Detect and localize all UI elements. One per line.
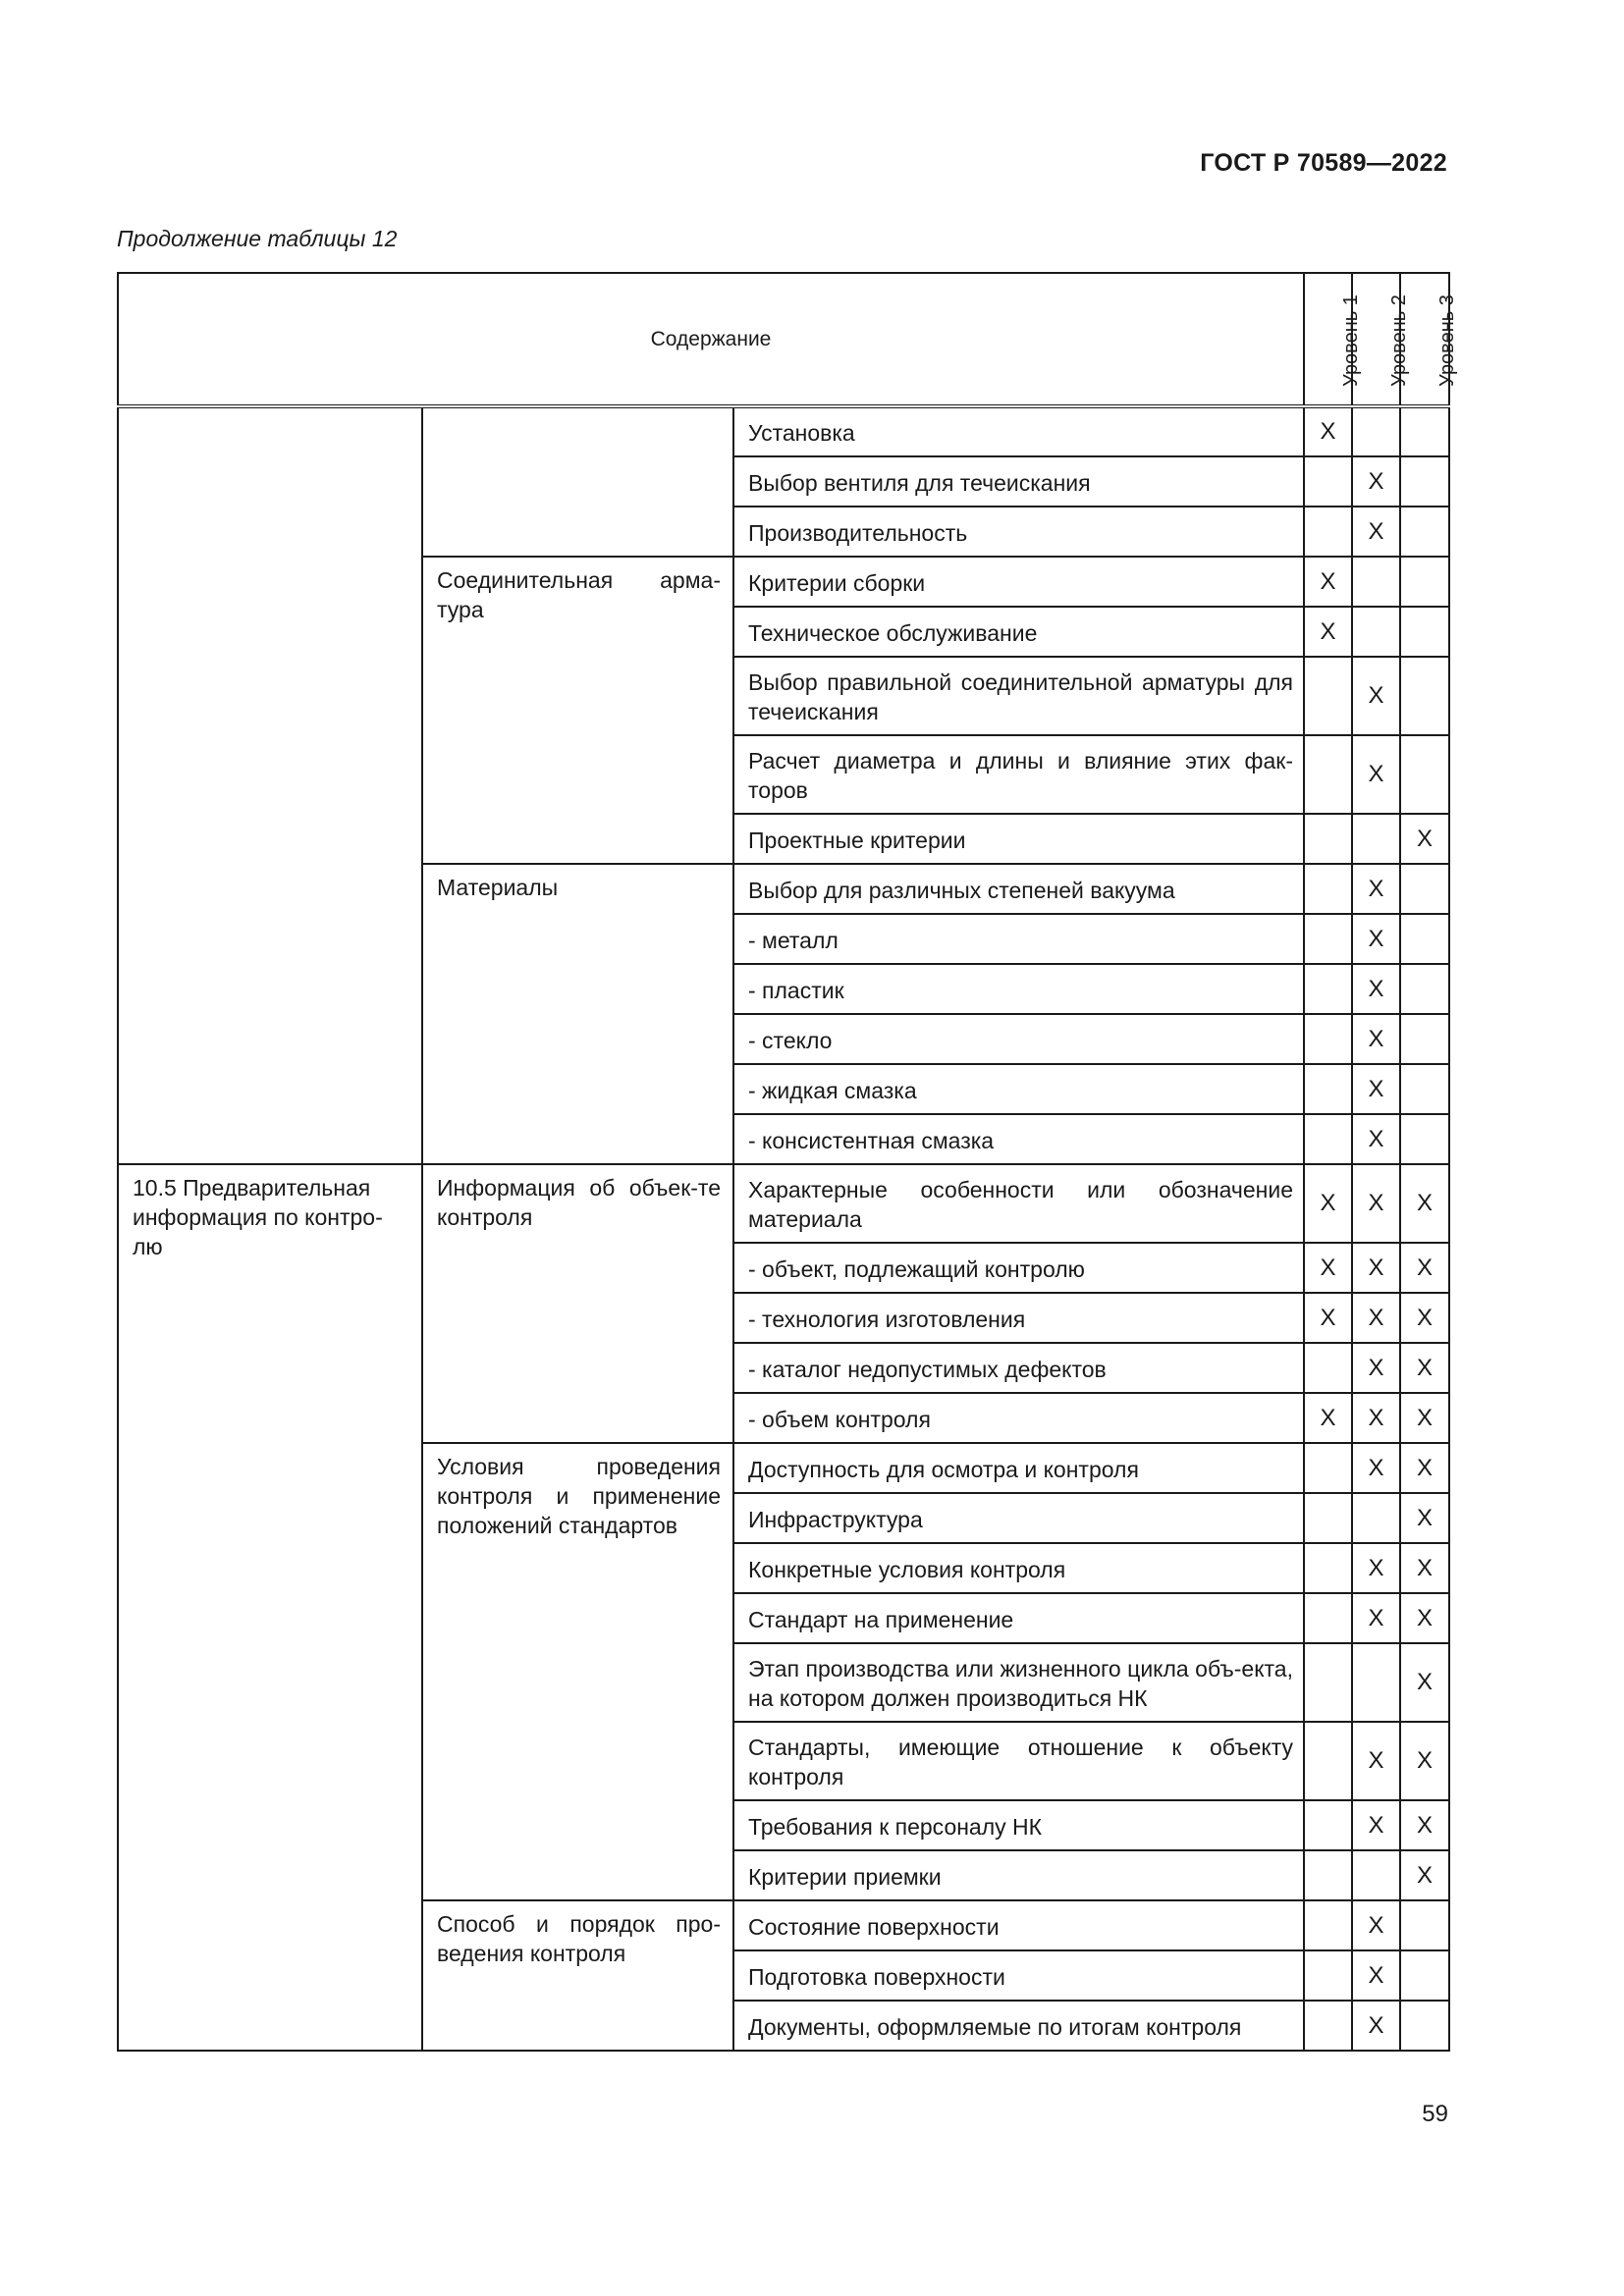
level-2-mark: X bbox=[1352, 1014, 1400, 1064]
header-level-1: Уровень 1 bbox=[1304, 273, 1352, 406]
item-text-cell: Критерии приемки bbox=[733, 1850, 1304, 1900]
page-number: 59 bbox=[1422, 2101, 1448, 2127]
item-text-cell: Выбор вентиля для течеискания bbox=[733, 456, 1304, 507]
level-3-mark: X bbox=[1400, 1593, 1449, 1643]
header-content: Содержание bbox=[118, 273, 1304, 406]
level-3-mark bbox=[1400, 607, 1449, 657]
level-2-mark bbox=[1352, 1493, 1400, 1543]
level-2-mark bbox=[1352, 607, 1400, 657]
level-3-mark: X bbox=[1400, 1543, 1449, 1593]
group-title-cell: Материалы bbox=[422, 864, 733, 1164]
level-1-mark bbox=[1304, 1443, 1352, 1493]
group-title-cell: Соединительная арма-тура bbox=[422, 557, 733, 864]
level-3-mark bbox=[1400, 964, 1449, 1014]
group-title-cell: Условия проведения контроля и применение положений стандартов bbox=[422, 1443, 733, 1900]
level-1-mark bbox=[1304, 735, 1352, 814]
item-text-cell: - объем контроля bbox=[733, 1393, 1304, 1443]
item-text-cell: Доступность для осмотра и контроля bbox=[733, 1443, 1304, 1493]
item-text-cell: Стандарт на применение bbox=[733, 1593, 1304, 1643]
level-3-mark bbox=[1400, 914, 1449, 964]
level-2-mark: X bbox=[1352, 1800, 1400, 1850]
level-2-mark: X bbox=[1352, 1900, 1400, 1950]
group-title-cell: Способ и порядок про-ведения контроля bbox=[422, 1900, 733, 2051]
level-3-mark: X bbox=[1400, 1243, 1449, 1293]
item-text-cell: Этап производства или жизненного цикла объ-екта, на котором должен производиться НК bbox=[733, 1643, 1304, 1722]
level-2-mark: X bbox=[1352, 1393, 1400, 1443]
level-2-mark bbox=[1352, 557, 1400, 607]
level-2-mark: X bbox=[1352, 2001, 1400, 2051]
group-title-cell: Информация об объек-те контроля bbox=[422, 1164, 733, 1443]
level-1-mark bbox=[1304, 1593, 1352, 1643]
level-2-mark: X bbox=[1352, 1722, 1400, 1800]
level-1-mark: X bbox=[1304, 406, 1352, 456]
level-3-mark bbox=[1400, 657, 1449, 735]
level-2-mark bbox=[1352, 1850, 1400, 1900]
section-title-cell: 10.5 Предварительная информация по контро-лю bbox=[118, 1164, 422, 2051]
level-2-mark bbox=[1352, 1643, 1400, 1722]
level-2-mark: X bbox=[1352, 1064, 1400, 1114]
level-3-mark bbox=[1400, 1950, 1449, 2001]
level-1-mark bbox=[1304, 1900, 1352, 1950]
header-level-2: Уровень 2 bbox=[1352, 273, 1400, 406]
item-text-cell: Расчет диаметра и длины и влияние этих фак-торов bbox=[733, 735, 1304, 814]
level-1-mark bbox=[1304, 864, 1352, 914]
level-1-mark bbox=[1304, 1064, 1352, 1114]
level-1-mark bbox=[1304, 1800, 1352, 1850]
level-3-mark: X bbox=[1400, 1643, 1449, 1722]
item-text-cell: Выбор для различных степеней вакуума bbox=[733, 864, 1304, 914]
level-2-mark: X bbox=[1352, 1293, 1400, 1343]
level-3-mark bbox=[1400, 864, 1449, 914]
level-3-mark: X bbox=[1400, 1293, 1449, 1343]
header-level-3: Уровень 3 bbox=[1400, 273, 1449, 406]
level-3-mark: X bbox=[1400, 1800, 1449, 1850]
item-text-cell: - каталог недопустимых дефектов bbox=[733, 1343, 1304, 1393]
level-1-mark bbox=[1304, 1343, 1352, 1393]
level-3-mark: X bbox=[1400, 1164, 1449, 1243]
level-1-mark bbox=[1304, 1543, 1352, 1593]
level-2-mark: X bbox=[1352, 1443, 1400, 1493]
table-row bbox=[118, 1164, 1449, 1243]
level-1-mark bbox=[1304, 507, 1352, 557]
item-text-cell: Конкретные условия контроля bbox=[733, 1543, 1304, 1593]
level-1-mark bbox=[1304, 1114, 1352, 1164]
item-text-cell: - жидкая смазка bbox=[733, 1064, 1304, 1114]
level-3-mark: X bbox=[1400, 1850, 1449, 1900]
document-code: ГОСТ Р 70589—2022 bbox=[1200, 149, 1447, 177]
level-3-mark bbox=[1400, 1064, 1449, 1114]
item-text-cell: - пластик bbox=[733, 964, 1304, 1014]
section-title-cell bbox=[118, 406, 422, 1164]
level-1-mark bbox=[1304, 1643, 1352, 1722]
level-3-mark: X bbox=[1400, 1443, 1449, 1493]
group-title-cell bbox=[422, 406, 733, 557]
level-1-mark bbox=[1304, 1014, 1352, 1064]
level-3-mark bbox=[1400, 1014, 1449, 1064]
table-row bbox=[118, 406, 1449, 456]
item-text-cell: Характерные особенности или обозначение материала bbox=[733, 1164, 1304, 1243]
level-2-mark: X bbox=[1352, 456, 1400, 507]
level-1-mark bbox=[1304, 914, 1352, 964]
level-2-mark: X bbox=[1352, 1543, 1400, 1593]
level-1-mark: X bbox=[1304, 607, 1352, 657]
level-2-mark: X bbox=[1352, 864, 1400, 914]
item-text-cell: Состояние поверхности bbox=[733, 1900, 1304, 1950]
level-1-mark bbox=[1304, 814, 1352, 864]
item-text-cell: - консистентная смазка bbox=[733, 1114, 1304, 1164]
level-3-mark bbox=[1400, 1900, 1449, 1950]
content-table bbox=[117, 272, 1458, 2052]
item-text-cell: Техническое обслуживание bbox=[733, 607, 1304, 657]
item-text-cell: Производительность bbox=[733, 507, 1304, 557]
level-3-mark bbox=[1400, 2001, 1449, 2051]
item-text-cell: Выбор правильной соединительной арматуры для течеискания bbox=[733, 657, 1304, 735]
level-2-mark bbox=[1352, 814, 1400, 864]
item-text-cell: - металл bbox=[733, 914, 1304, 964]
level-3-mark bbox=[1400, 456, 1449, 507]
item-text-cell: - технология изготовления bbox=[733, 1293, 1304, 1343]
level-1-mark bbox=[1304, 1850, 1352, 1900]
level-1-mark bbox=[1304, 1722, 1352, 1800]
item-text-cell: Документы, оформляемые по итогам контроля bbox=[733, 2001, 1304, 2051]
table-body bbox=[118, 406, 1449, 2051]
level-2-mark: X bbox=[1352, 1164, 1400, 1243]
level-3-mark bbox=[1400, 406, 1449, 456]
level-2-mark: X bbox=[1352, 1243, 1400, 1293]
level-1-mark bbox=[1304, 2001, 1352, 2051]
level-3-mark bbox=[1400, 1114, 1449, 1164]
item-text-cell: - стекло bbox=[733, 1014, 1304, 1064]
level-3-mark: X bbox=[1400, 1493, 1449, 1543]
level-3-mark bbox=[1400, 735, 1449, 814]
level-1-mark bbox=[1304, 1493, 1352, 1543]
level-2-mark: X bbox=[1352, 1114, 1400, 1164]
table-caption: Продолжение таблицы 12 bbox=[117, 226, 398, 251]
level-2-mark: X bbox=[1352, 914, 1400, 964]
level-2-mark: X bbox=[1352, 964, 1400, 1014]
item-text-cell: Подготовка поверхности bbox=[733, 1950, 1304, 2001]
item-text-cell: Стандарты, имеющие отношение к объекту контроля bbox=[733, 1722, 1304, 1800]
level-1-mark bbox=[1304, 964, 1352, 1014]
level-2-mark: X bbox=[1352, 657, 1400, 735]
level-3-mark: X bbox=[1400, 814, 1449, 864]
level-1-mark bbox=[1304, 657, 1352, 735]
level-2-mark: X bbox=[1352, 1950, 1400, 2001]
item-text-cell: - объект, подлежащий контролю bbox=[733, 1243, 1304, 1293]
item-text-cell: Инфраструктура bbox=[733, 1493, 1304, 1543]
level-1-mark: X bbox=[1304, 1293, 1352, 1343]
level-1-mark bbox=[1304, 1950, 1352, 2001]
level-1-mark bbox=[1304, 456, 1352, 507]
level-1-mark: X bbox=[1304, 1243, 1352, 1293]
table-header-row bbox=[118, 273, 1449, 406]
item-text-cell: Проектные критерии bbox=[733, 814, 1304, 864]
level-3-mark: X bbox=[1400, 1393, 1449, 1443]
level-2-mark: X bbox=[1352, 1593, 1400, 1643]
level-2-mark bbox=[1352, 406, 1400, 456]
level-2-mark: X bbox=[1352, 1343, 1400, 1393]
level-3-mark bbox=[1400, 557, 1449, 607]
level-3-mark bbox=[1400, 507, 1449, 557]
item-text-cell: Установка bbox=[733, 406, 1304, 456]
level-1-mark: X bbox=[1304, 1393, 1352, 1443]
item-text-cell: Требования к персоналу НК bbox=[733, 1800, 1304, 1850]
level-2-mark: X bbox=[1352, 507, 1400, 557]
level-1-mark: X bbox=[1304, 1164, 1352, 1243]
level-3-mark: X bbox=[1400, 1722, 1449, 1800]
item-text-cell: Критерии сборки bbox=[733, 557, 1304, 607]
level-2-mark: X bbox=[1352, 735, 1400, 814]
level-1-mark: X bbox=[1304, 557, 1352, 607]
level-3-mark: X bbox=[1400, 1343, 1449, 1393]
